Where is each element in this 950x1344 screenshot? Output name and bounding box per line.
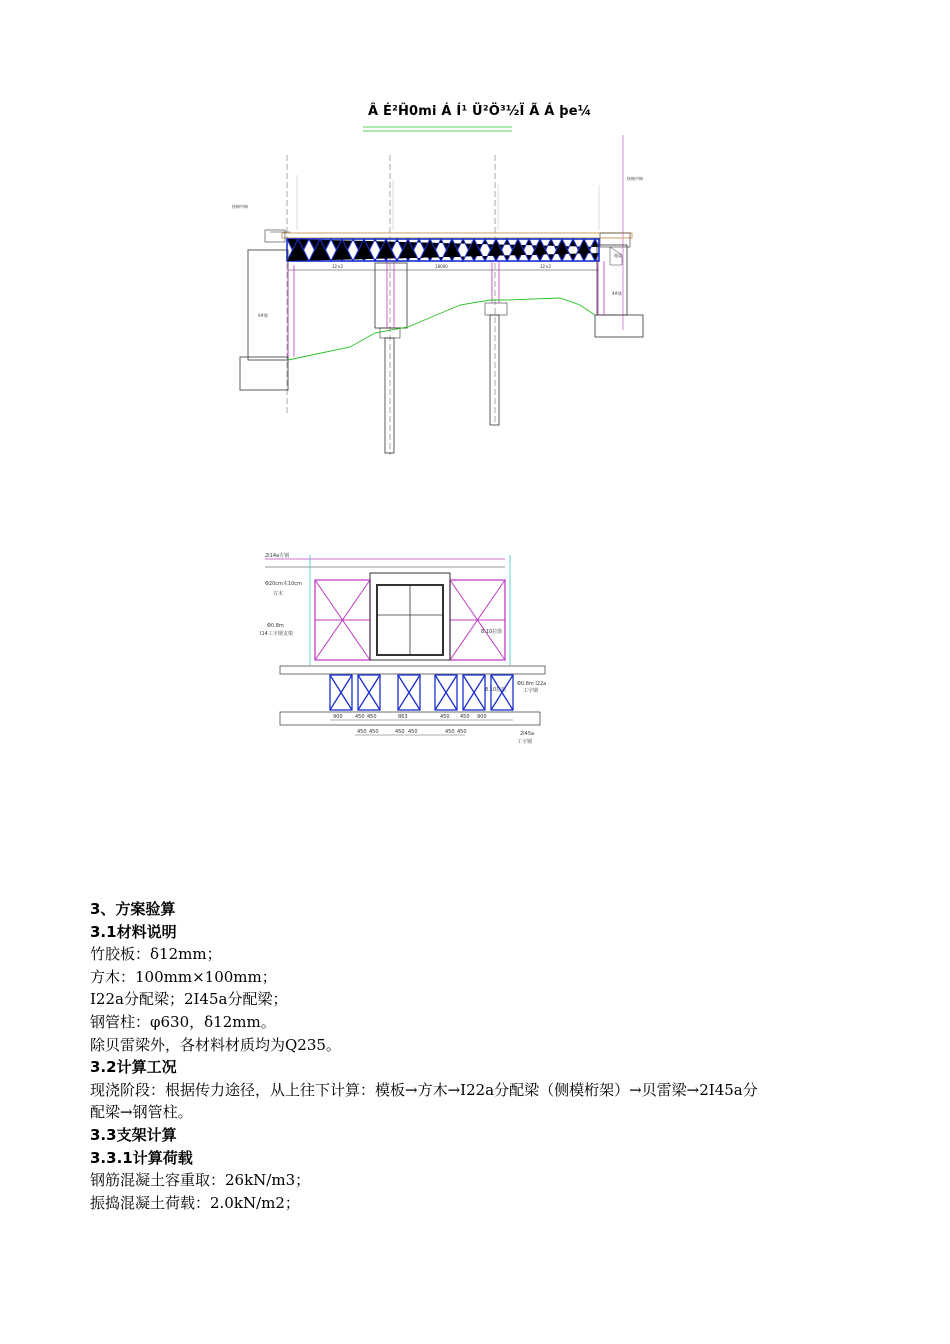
label-beam-right1: Φ0.8m I22a (517, 681, 547, 687)
dim-top-label: 450 (460, 714, 470, 720)
paragraph-8: 钢筋混凝土容重取：26kN/m3； (90, 1171, 311, 1190)
right-box-label: 箱梁 (614, 253, 622, 258)
label-brace-right2: 8.10拉筋 (485, 687, 507, 693)
dims-top (333, 714, 487, 720)
figure1-title: Â É²Ĥ0mi Á Í¹ Ü²Ö³½Ï Ã Á þe¼ (368, 104, 592, 119)
label-formwork: Φ20cm木10cm (265, 581, 302, 587)
dim-top-label: 450 (440, 714, 450, 720)
left-pier-label: 0#墩 (258, 313, 268, 318)
section-3-3-heading: 3.3支架计算 (90, 1125, 177, 1144)
dim-bot-label: 450 (357, 729, 367, 735)
dim-bot-label: 450 (369, 729, 379, 735)
paragraph-6: 现浇阶段：根据传力途径，从上往下计算：模板→方木→I22a分配梁（侧模桁架）→贝雷梁→2I45a分 (90, 1080, 758, 1099)
left-footing (240, 357, 288, 390)
dim-top-label: 450 (367, 714, 377, 720)
dim-top-label: 900 (477, 714, 487, 720)
span1-label: 12×2 (332, 264, 343, 269)
left-note: 接線中線 (232, 204, 248, 209)
dim-bot-label: 450 (457, 729, 467, 735)
label-truss2: I14工字钢支架 (260, 631, 293, 637)
label-beam-right2: 工字钢 (523, 688, 539, 694)
paragraph-5: 除贝雷梁外，各材料材质均为Q235。 (90, 1035, 341, 1054)
pier3-head (485, 303, 507, 315)
bottom-beam (280, 712, 540, 725)
deck (282, 233, 632, 238)
platform-beam (280, 666, 545, 674)
section-3-2-heading: 3.2计算工况 (90, 1058, 177, 1077)
span3-label: 12×2 (540, 264, 551, 269)
paragraph-3: I22a分配梁；2I45a分配梁； (90, 990, 288, 1009)
right-footing (595, 315, 643, 337)
label-bottom-right1: 2I45a (520, 731, 535, 737)
paragraph-7: 配梁→钢管柱。 (90, 1103, 193, 1122)
right-note: 接線中線 (627, 176, 643, 181)
label-bottom-right2: 工字钢 (517, 739, 533, 745)
bailey-towers (330, 675, 513, 710)
label-top-beam: 2I14a方钢 (265, 553, 290, 559)
pier3-pile (490, 315, 499, 425)
truss-diagonals (287, 239, 599, 261)
dim-bot-label: 450 (395, 729, 405, 735)
paragraph-1: 竹胶板：δ12mm； (90, 945, 222, 964)
paragraph-4: 钢管柱：φ630，δ12mm。 (90, 1012, 276, 1031)
pier2-pile (385, 338, 394, 453)
left-abutment (248, 250, 288, 360)
ground-line (288, 298, 595, 360)
section-3-1-heading: 3.1材料说明 (90, 922, 177, 941)
paragraph-9: 振捣混凝土荷载：2.0kN/m2； (90, 1193, 300, 1212)
section-3-heading: 3、方案验算 (90, 900, 176, 918)
dim-top-label: 863 (398, 714, 408, 720)
dim-top-label: 900 (333, 714, 343, 720)
dim-bot-label: 450 (445, 729, 455, 735)
label-brace-right: 8.10拉筋 (481, 629, 503, 635)
label-truss: Φ0.8m (267, 623, 284, 629)
dim-top-label: 450 (355, 714, 365, 720)
label-timber: 方木 (273, 591, 284, 597)
right-abutment (597, 245, 627, 315)
paragraph-2: 方木：100mm×100mm； (90, 967, 277, 986)
span2-label: 18000 (435, 264, 448, 269)
right-pier-label: 4#墩 (612, 291, 622, 296)
dims-bot (357, 729, 467, 735)
pier2-cap (375, 263, 407, 328)
cross-section-drawing (255, 545, 555, 750)
elevation-drawing (230, 95, 660, 460)
document-body (90, 898, 870, 1214)
section-3-3-1-heading: 3.3.1计算荷载 (90, 1148, 193, 1167)
dim-bot-label: 450 (408, 729, 418, 735)
